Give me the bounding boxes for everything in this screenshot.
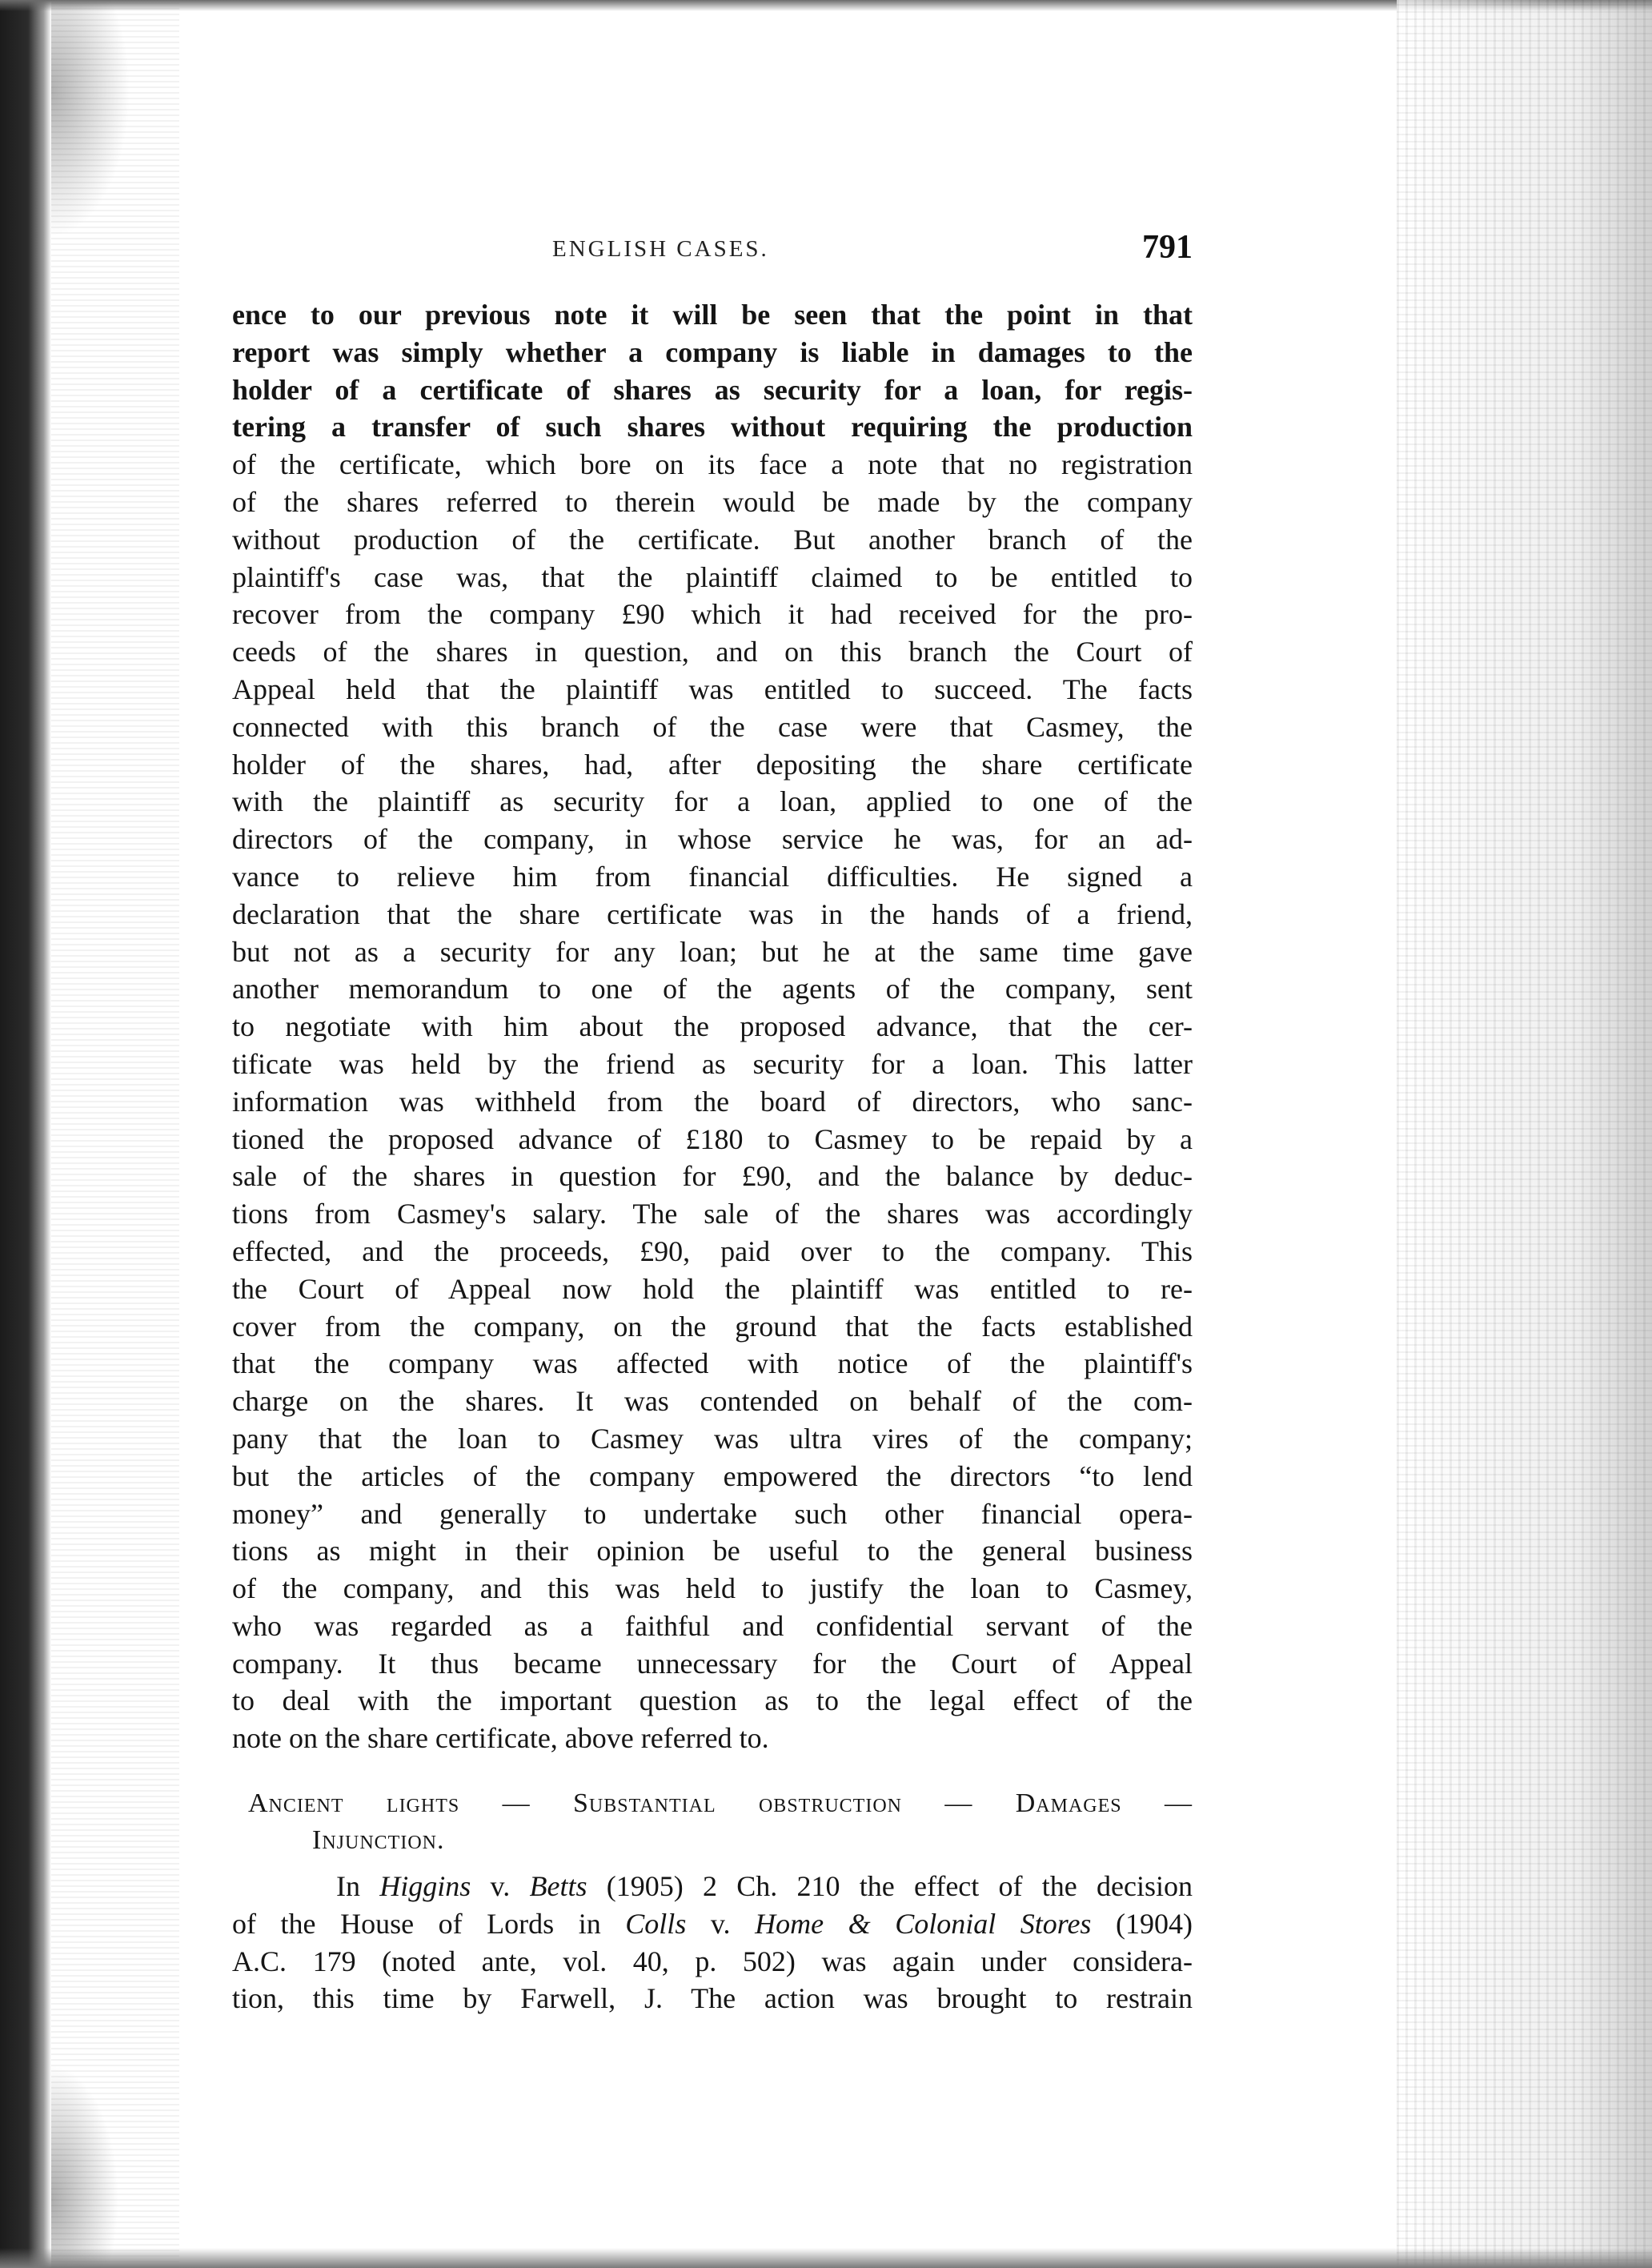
text-line: holder of the shares, had, after depositing the share certificate [232,748,1193,781]
paragraph-2 [232,1868,1193,2017]
text-line: tificate was held by the friend as security for a loan. This latter [232,1047,1193,1080]
heading-line-1: Ancient lights — Substantial obstruction — Damages — [248,1788,1193,1818]
text-line: tions from Casmey's salary. The sale of the shares was accordingly [232,1198,1193,1230]
text-line: holder of a certificate of shares as security for a loan, for regis- [232,373,1193,406]
text-line: another memorandum to one of the agents of the company, sent [232,973,1193,1006]
text-line: the Court of Appeal now hold the plaintiff was entitled to re- [232,1272,1193,1305]
text-line: but not as a security for any loan; but he at the same time gave [232,935,1193,968]
case-name: Colls [625,1907,687,1940]
text-line: pany that the loan to Casmey was ultra vires of the company; [232,1422,1193,1455]
text-line: money” and generally to undertake such other financial opera- [232,1497,1193,1530]
scan-right-noise [1397,0,1652,2268]
text-line: connected with this branch of the case were that Casmey, the [232,710,1193,743]
text-line: effected, and the proceeds, £90, paid over to the company. This [232,1234,1193,1267]
text-line: plaintiff's case was, that the plaintiff claimed to be entitled to [232,560,1193,593]
text-line: without production of the certificate. But another branch of the [232,523,1193,556]
text-line: with the plaintiff as security for a loan, applied to one of the [232,785,1193,818]
text-line: tioned the proposed advance of £180 to Casmey to be repaid by a [232,1122,1193,1155]
running-title: ENGLISH CASES. [552,236,769,262]
heading-line-2: Injunction. [312,1825,445,1855]
text-line: report was simply whether a company is liable in damages to the [232,335,1193,368]
text-line: A.C. 179 (noted ante, vol. 40, p. 502) was again under considera- [232,1945,1193,1977]
text-line: declaration that the share certificate was in the hands of a friend, [232,897,1193,930]
text-line: vance to relieve him from financial difficulties. He signed a [232,860,1193,893]
text-line: that the company was affected with notice of the plaintiff's [232,1347,1193,1380]
page-number: 791 [1142,229,1193,266]
text-line: tion, this time by Farwell, J. The action was brought to restrain [232,1982,1193,2015]
text-line: of the company, and this was held to justify the loan to Casmey, [232,1572,1193,1605]
case-name: Betts [529,1870,587,1902]
case-name: Home & Colonial Stores [755,1907,1092,1940]
text-line: of the shares referred to therein would be made by the company [232,485,1193,518]
text-line: charge on the shares. It was contended on behalf of the com- [232,1385,1193,1418]
scan-binding-shadow [0,0,51,2268]
text-line: note on the share certificate, above referred to. [232,1722,769,1755]
scan-left-noise [51,0,179,2268]
case-name: Higgins [379,1870,471,1902]
running-head [232,228,1193,276]
section-heading [248,1785,1193,1859]
text-line: of the certificate, which bore on its face a note that no registration [232,448,1193,481]
text-line: sale of the shares in question for £90, and the balance by deduc- [232,1160,1193,1193]
scan-bottom-shadow [0,2248,1652,2268]
text-line: information was withheld from the board of directors, who sanc- [232,1085,1193,1118]
text-line: cover from the company, on the ground that the facts established [232,1310,1193,1343]
text-line: directors of the company, in whose service he was, for an ad- [232,823,1193,856]
paragraph-1 [232,296,1193,1757]
text-line: who was regarded as a faithful and confidential servant of the [232,1609,1193,1642]
text-line: recover from the company £90 which it had received for the pro- [232,598,1193,631]
text-line: tering a transfer of such shares without requiring the production [232,411,1193,444]
text-line: company. It thus became unnecessary for the Court of Appeal [232,1647,1193,1680]
text-line: but the articles of the company empowered the directors “to lend [232,1459,1193,1492]
text-line: ence to our previous note it will be seen that the point in that [232,299,1193,331]
text-line: of the House of Lords in Colls v. Home & Colonial Stores (1904) [232,1907,1193,1940]
text-line: tions as might in their opinion be useful to the general business [232,1535,1193,1568]
text-line: Appeal held that the plaintiff was entitled to succeed. The facts [232,672,1193,705]
text-line: ceeds of the shares in question, and on this branch the Court of [232,636,1193,668]
text-line: to negotiate with him about the proposed advance, that the cer- [232,1010,1193,1043]
text-line: In Higgins v. Betts (1905) 2 Ch. 210 the effect of the decision [336,1870,1193,1902]
text-line: to deal with the important question as to the legal effect of the [232,1684,1193,1717]
